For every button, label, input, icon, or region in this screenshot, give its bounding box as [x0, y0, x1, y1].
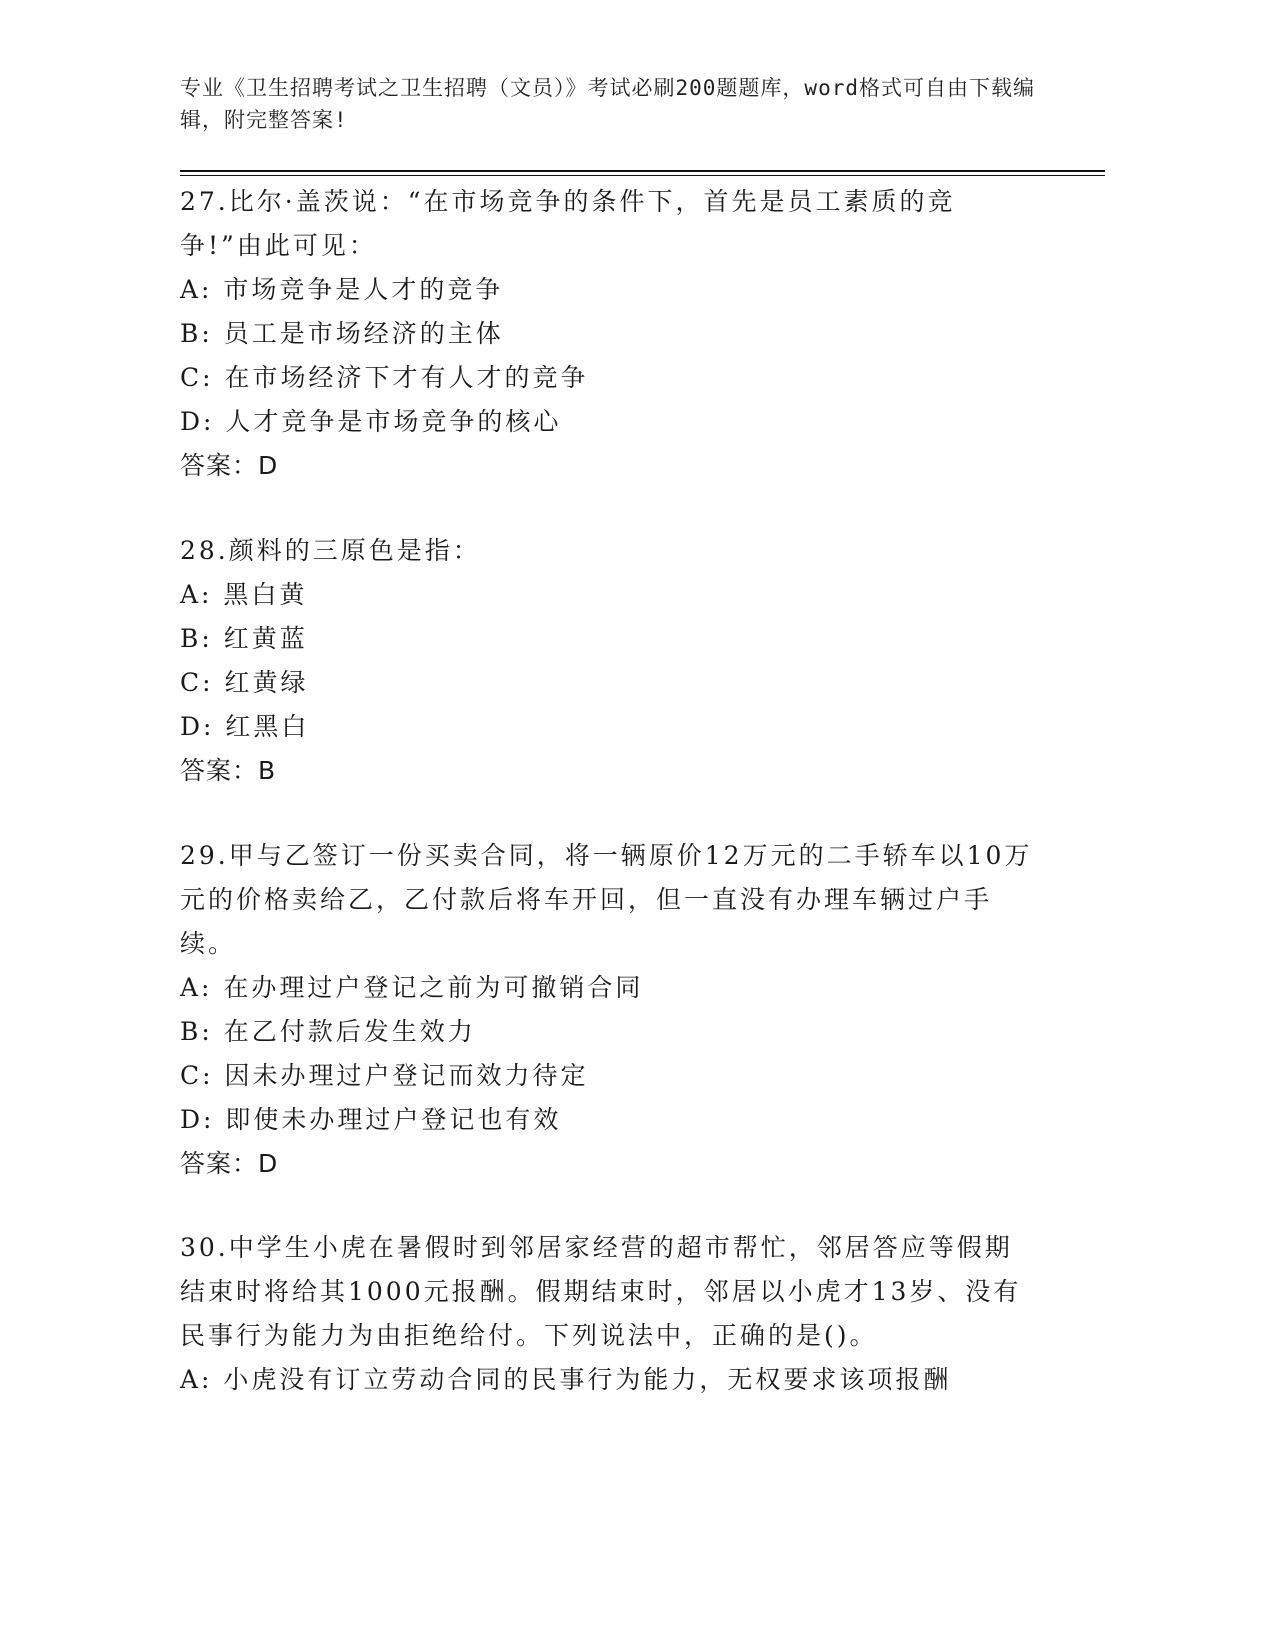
question-30 [180, 1226, 1040, 1402]
option-d: D: 红黑白 [180, 712, 310, 741]
answer: 答案：B [180, 756, 277, 785]
option-b: B: 员工是市场经济的主体 [180, 319, 504, 348]
question-stem: 30.中学生小虎在暑假时到邻居家经营的超市帮忙，邻居答应等假期结束时将给其1000元报酬。假期结束时，邻居以小虎才13岁、没有民事行为能力为由拒绝给付。下列说法中，正确的是()。 [180, 1233, 1022, 1350]
header-divider-thin [180, 175, 1105, 176]
document-header: 专业《卫生招聘考试之卫生招聘（文员）》考试必刷200题题库，word格式可自由下载编辑，附完整答案! [180, 76, 1035, 132]
option-a: A: 市场竞争是人才的竞争 [180, 275, 504, 304]
question-27 [180, 180, 1040, 488]
option-c: C: 在市场经济下才有人才的竞争 [180, 363, 589, 392]
option-b: B: 在乙付款后发生效力 [180, 1017, 476, 1046]
answer: 答案：D [180, 451, 279, 480]
answer: 答案：D [180, 1149, 279, 1178]
option-b: B: 红黄蓝 [180, 624, 308, 653]
option-a: A: 黑白黄 [180, 580, 308, 609]
option-c: C: 因未办理过户登记而效力待定 [180, 1061, 589, 1090]
question-28 [180, 529, 1040, 793]
option-c: C: 红黄绿 [180, 668, 309, 697]
header-divider-thick [180, 170, 1105, 172]
option-a: A: 小虎没有订立劳动合同的民事行为能力，无权要求该项报酬 [180, 1365, 952, 1394]
question-stem: 29.甲与乙签订一份买卖合同，将一辆原价12万元的二手轿车以10万元的价格卖给乙，乙付款后将车开回，但一直没有办理车辆过户手续。 [180, 841, 1033, 958]
option-d: D: 人才竞争是市场竞争的核心 [180, 407, 562, 436]
option-d: D: 即使未办理过户登记也有效 [180, 1105, 562, 1134]
option-a: A: 在办理过户登记之前为可撤销合同 [180, 973, 644, 1002]
question-stem: 27.比尔·盖茨说：“在市场竞争的条件下，首先是员工素质的竞争!”由此可见： [180, 187, 956, 260]
question-stem: 28.颜料的三原色是指： [180, 536, 481, 565]
question-29 [180, 834, 1040, 1186]
